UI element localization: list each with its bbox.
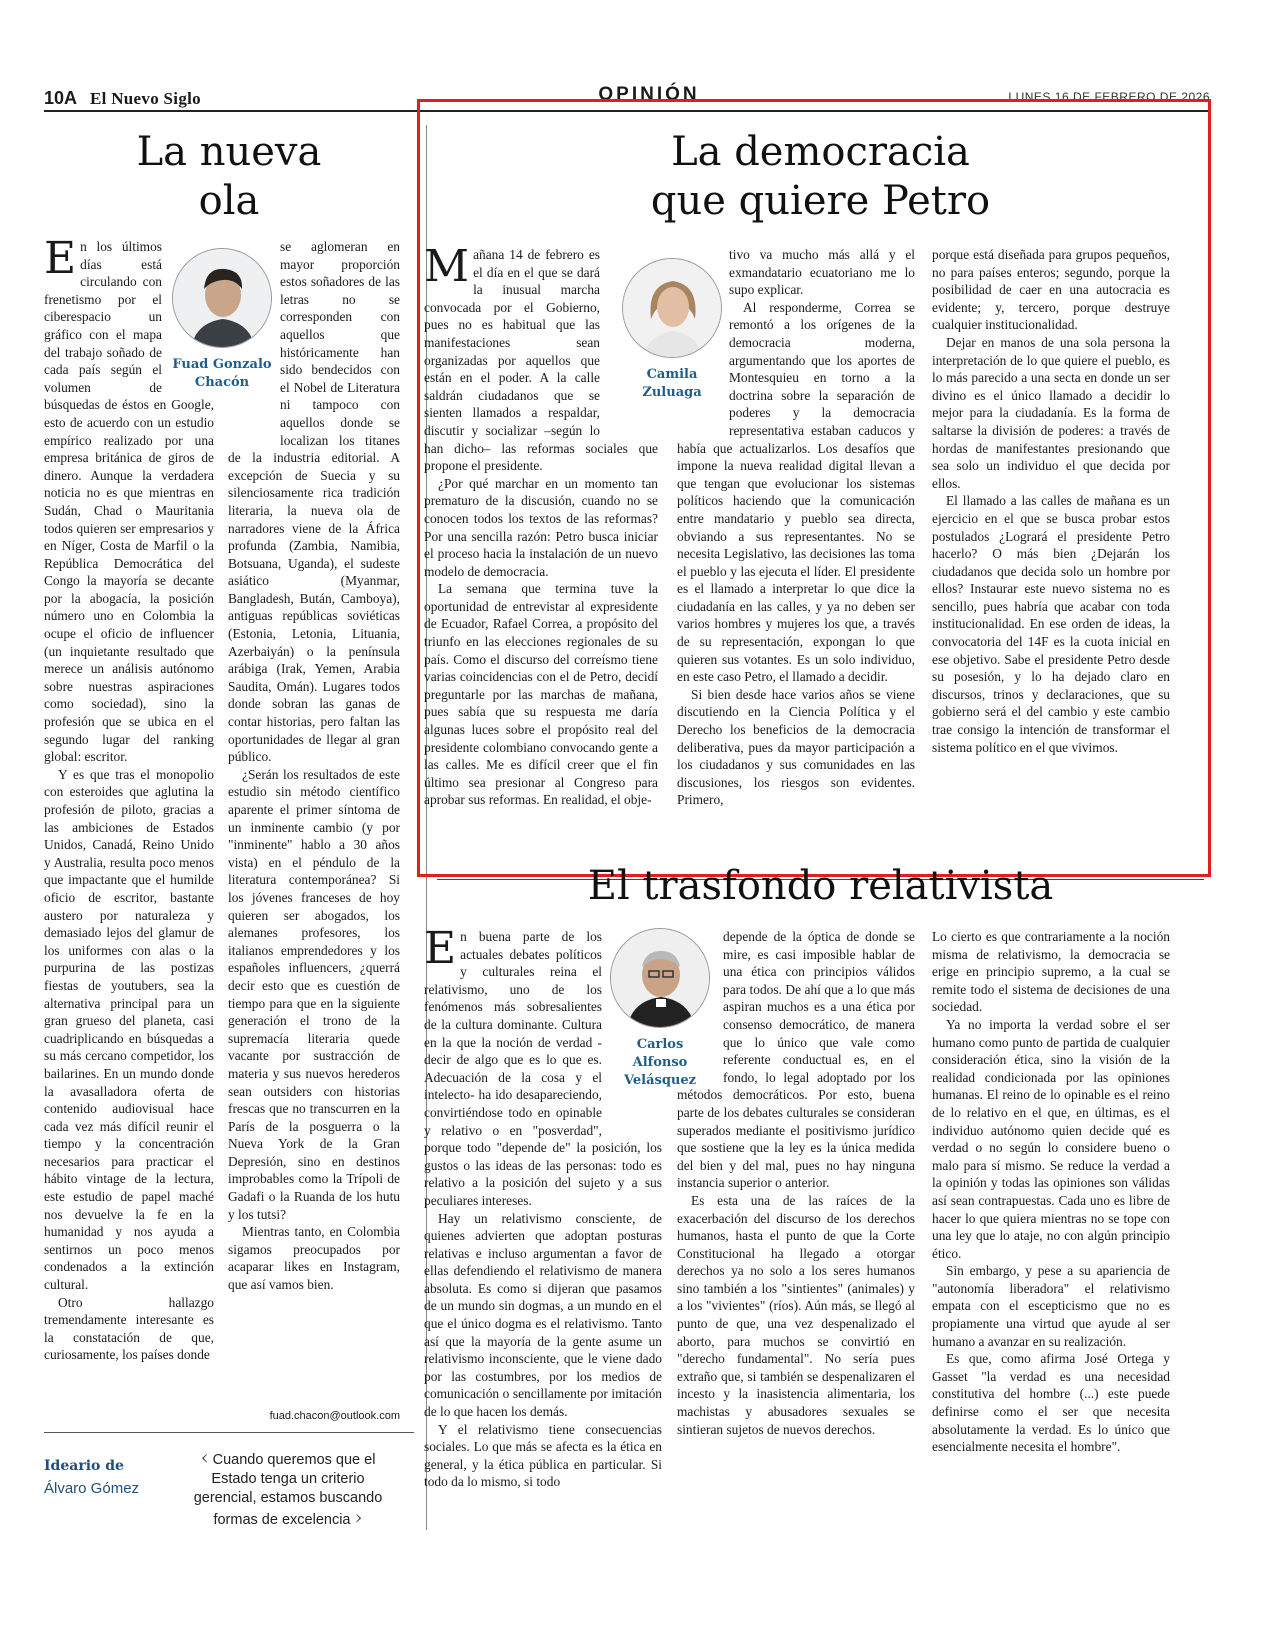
close-quote-icon: ›: [354, 1505, 363, 1529]
dropcap: E: [44, 238, 77, 284]
open-quote-icon: ‹: [200, 1445, 209, 1469]
article-3-paragraph-4: depende de la óptica de donde se mire, es casi imposible hablar de una ética con principios válidos para todos. De ahí que a lo que más aspiran muchos es a una ética por consenso democrático, de manera que lo único que vale como referente conductual es, en el fondo, lo legal adoptado por los métodos democráticos. Por esto, buena parte de los debates culturales se consideran superados mediante el positivismo jurídico que sostiene que la ley es la única medida del bien y del mal, pues no hay ninguna instancia superior o anterior.: [677, 929, 915, 1191]
article-3-paragraph-9: Es que, como afirma José Ortega y Gasset "la verdad es una necesidad constitutiva del hombre (...) este puede definirse como el ser que necesita absolutamente la verdad. Es lo único que esencialmente necesita el hombre".: [932, 1351, 1170, 1455]
article-2-paragraph-2: ¿Por qué marchar en un momento tan prematuro de la discusión, cuando no se conocen todos los textos de las reformas? Por una sencilla razón: Petro busca iniciar el proceso hacia la instalación de un nuevo modelo de democracia.: [424, 475, 658, 579]
article-3-paragraph-2: Hay un relativismo consciente, de quienes advierten que adoptan posturas relativas e incluso argumentan a favor de ellas defendiendo el relativismo de manera absoluta. Es como si dijeran que pasamos de un mundo sin dogmas, a un mundo en el que el único dogma es el relativismo. Tanto así que la mayoría de la gente asume un relativismo inconsciente, que le viene dado por las costumbres, por los medios de comunicación o sencillamente por imitación de lo que hacen los demás.: [424, 1210, 662, 1420]
article-3-paragraph-7: Ya no importa la verdad sobre el ser humano como punto de partida de cualquier consideración ética, sino la visión de la realidad condicionada por las opiniones humanas. El reino de lo opinable es el reino de lo relativo en el que, en últimas, es el individuo autónomo quien decide qué es verdad o no según lo considere bueno o malo para sí mismo. Se reduce la verdad a la opinión y todas las opiniones son válidas así sean contrapuestas. Cada uno es libre de hacer lo que quiera mientras no se tope con una ley que lo ataje, no con algún principio ético.: [932, 1016, 1170, 1261]
article-1-column-2: [228, 238, 400, 1402]
article-1-float-spacer: [162, 238, 214, 388]
author-name-line2: Alfonso: [632, 1055, 688, 1070]
ideario-rule: [44, 1432, 414, 1433]
article-2-column-2: [677, 246, 915, 826]
article-1-column-1: [44, 238, 214, 1408]
ideario-quote-text: Cuando queremos que el Estado tenga un criterio gerencial, estamos buscando formas de excelencia: [193, 1452, 383, 1528]
article-2-column-1: [424, 246, 658, 826]
article-1-headline: [44, 128, 414, 226]
article-1-headline-line2: ola: [198, 177, 260, 224]
article-2-headline: [437, 128, 1204, 226]
issue-date: LUNES 16 DE FEBRERO DE 2026: [1008, 90, 1210, 104]
article-2-paragraph-5: Al responderme, Correa se remontó a los orígenes de la democracia moderna, argumentando que los aportes de Montesquieu en torno a la doctrina sobre la separación de poderes y la democracia representativa estaban caducos y había que actualizarlos. Los desafíos que impone la nueva realidad digital llevan a que tengan que evolucionar los sistemas políticos haciendo que la comunicación entre mandatario y pueblo sea directa, obviando a sus representantes. No se necesita Legislativo, las decisiones las toma el pueblo y las ejecuta el líder. El presidente es el llamado a interpretar lo que dice la ciudadanía en las calles, y ya no deben ser varios hombres y mujeres los que, a través de su representación, expongan lo que quieren sus votantes. Es un solo individuo, en este caso Petro, el llamado a decidir.: [677, 299, 915, 685]
author-email: fuad.chacon@outlook.com: [269, 1410, 400, 1422]
article-3-paragraph-6: Lo cierto es que contrariamente a la noción misma de relativismo, la democracia se erige en principio supremo, a la cual se remite todo el sistema de decisiones de una sociedad.: [932, 929, 1170, 1015]
dropcap: E: [424, 928, 457, 974]
article-3-float-spacer: [602, 928, 662, 1124]
article-1-paragraph-4: se aglomeran en mayor proporción estos soñadores de las letras no se corresponden con aquellos que históricamente han sido bendecidos con el Nobel de Literatura ni tampoco con aquellos donde se localizan los titanes de la industria editorial. A excepción de Suecia y su silenciosamente rica tradición literaria, la nueva ola de narradores viene de la África profunda (Zambia, Namibia, Botsuana, Uganda), el sudeste asiático (Myanmar, Bangladesh, Bután, Camboya), antiguas repúblicas soviéticas (Estonia, Letonia, Lituania, Azerbaiyán) o la península arábiga (Irak, Yemen, Arabia Saudita, Omán). Lugares todos donde sobran las ganas de contar historias, pero faltan las oportunidades de llegar al gran público.: [228, 239, 400, 765]
article-2-headline-line1: La democracia: [671, 129, 970, 175]
article-1-paragraph-5: ¿Serán los resultados de este estudio sin método científico aparente el primer síntoma de un inminente cambio (y por "inminente" hablo a 30 años vista) en el péndulo de la literatura contemporánea? Si los jóvenes franceses de hoy quieren ser abogados, los alemanes profesores, los italianos emprendedores y los españoles influencers, ¿querrá decir esto que es cuestión de tiempo para que en la siguiente generación el trono de la supremacía literaria quede vacante por sustracción de materia y sus nuevos herederos sean outsiders con historias frescas que no transcurren en la París de la posguerra o la Nueva York de la Gran Depresión, sino en destinos improbables como la Trípoli de Gadafi o la Ruanda de los hutu y los tutsi?: [228, 766, 400, 1222]
article-2-paragraph-6: Si bien desde hace varios años se viene discutiendo en la Ciencia Política y el Derecho los beneficios de la democracia deliberativa, pues da mayor participación a los ciudadanos y sus comunidades en las discusiones, los riesgos son evidentes. Primero,: [677, 686, 915, 808]
article-3-column-1: [424, 928, 662, 1528]
article-1-float-spacer-2: [228, 238, 280, 434]
article-2-paragraph-1-text: añana 14 de febrero es el día en el que se dará la inusual marcha convocada por el Gobierno, pues no es habitual que las manifestaciones sean organizadas por aquellos que están en el poder. A la calle saldrán ciudadanos que se sienten llamados a respaldar, discutir y socializar –según lo han dicho– las reformas sociales que propone el presidente.: [424, 247, 658, 474]
article-2-paragraph-4: tivo va mucho más allá y el exmandatario ecuatoriano me lo supo explicar.: [729, 247, 915, 298]
article-1-paragraph-3: Otro hallazgo tremendamente interesante es la constatación de que, curiosamente, los países donde: [44, 1294, 214, 1363]
article-3-paragraph-3: Y el relativismo tiene consecuencias sociales. Lo que más se afecta es la ética en general, y la ética pública en particular. Si todo da lo mismo, si todo: [424, 1421, 662, 1490]
author-name-line1: Carlos: [636, 1037, 684, 1052]
author-name-line2: Chacón: [194, 375, 250, 390]
dropcap: M: [424, 246, 470, 292]
article-2-paragraph-7: porque está diseñada para grupos pequeños, no para países enteros; segundo, porque la posibilidad de caer en una autocracia es evidente; y, tercero, porque destruye cualquier institucionalidad.: [932, 247, 1170, 333]
ideario-label: Ideario de: [44, 1458, 124, 1474]
article-2-float-spacer-2: [677, 246, 729, 430]
article-2-paragraph-8: Dejar en manos de una sola persona la interpretación de lo que quiere el pueblo, es lo más parecido a una secta en donde un ser divino es el único llamado a decidir lo mejor para la ciudadanía. Es la forma de saltarse la división de poderes: a través de hordas de manifestantes presionando que sea solo un individuo el que decida por ellos.: [932, 334, 1170, 491]
article-3-headline: El trasfondo relativista: [587, 863, 1054, 909]
article-1-paragraph-2: Y es que tras el monopolio con esteroides que aglutina la profesión de piloto, gracias a las ambiciones de Estados Unidos, Canadá, Reino Unido y Australia, resulta poco menos que impactante que el humilde oficio de escritor, bastante austero por naturaleza y demasiado lejos del glamur de los uniformes con alas o la purpurina de las postizas fiestas de youtubers, sea la alternativa principal para un gran grueso del planeta, casi cuadriplicando en búsquedas a su más cercano competidor, los bailarines. En un mundo donde la avasalladora oferta de contenido audiovisual hace cada vez más difícil reunir el tiempo y la concentración necesarios para practicar el hábito vintage de la lectura, este estudio de papel maché nos devuelve la fe en la humanidad y nos ayuda a sentirnos un poco menos condenados a la extinción cultural.: [44, 766, 214, 1293]
article-3-column-2: [677, 928, 915, 1528]
ideario-author: Álvaro Gómez: [44, 1480, 140, 1497]
author-name-line2: Zuluaga: [642, 385, 702, 400]
article-2-paragraph-9: El llamado a las calles de mañana es un ejercicio en el que se busca probar estos postulados ¿Logrará el presidente Petro hacerlo? O más bien ¿Dejarán los ciudadanos que decida solo un hombre por ellos? Instaurar este nuevo sistema no es sencillo, pues habría que acabar con toda institucionalidad. En ese orden de ideas, la convocatoria del 14F es la cuota inicial en ese objetivo. Sabe el presidente Petro desde su posesión, y lo ha dejado claro en discursos, trinos y declaraciones, que su gobierno será el del cambio y este cambio trae consigo la intención de transformar el sistema político en el que vivimos.: [932, 493, 1170, 755]
author-name-line1: Camila: [646, 367, 698, 382]
section-title: OPINIÓN: [598, 84, 700, 105]
article-1-paragraph-6: Mientras tanto, en Colombia sigamos preocupados por acaparar likes en Instagram, que así vamos bien.: [228, 1224, 400, 1293]
author-name-line3: Velásquez: [623, 1073, 697, 1088]
article-1-paragraph-1-text: n los últimos días está circulando con frenetismo por el ciberespacio un gráfico con el mapa del trabajo soñado de cada país según el volumen de búsquedas de éstos en Google, esto de acuerdo con un estudio empírico realizado por una empresa británica de giros de dinero. Aunque la verdadera noticia no es que mientras en Sudán, Chad o Mauritania todos quieren ser empresarios y en Níger, Costa de Marfil o la República Democrática del Congo la mayoría se decante por la abogacía, la posición número uno en Colombia la ocupe el oficio de influencer (un inquietante resultado que merece un análisis autónomo sobre nuestras aspiraciones como sociedad), sino la profesión que se ubica en el segundo lugar del ranking global: escritor.: [44, 239, 214, 765]
article-2-paragraph-3: La semana que termina tuve la oportunidad de entrevistar al expresidente de Ecuador, Rafael Correa, a propósito del triunfo en las elecciones regionales de su país. Como el discurso del correísmo tiene varias coincidencias con el de Petro, decidí preguntarle por las marchas de mañana, pues sabía que su respuesta me daría algunas luces sobre el propósito real del presidente colombiano convocando gente a las calles. Me es difícil creer que el fin último sea presionar al Congreso para aprobar sus reformas. En realidad, el obje-: [424, 581, 658, 808]
newspaper-name: El Nuevo Siglo: [90, 89, 201, 108]
page-number: 10A: [44, 88, 78, 108]
article-3-paragraph-5: Es esta una de las raíces de la exacerbación del discurso de los derechos humanos, hasta el punto de que la Corte Constitucional ha llegado a otorgar derechos ya no solo a los seres humanos sino también a los "sintientes" (animales) y a los "vivientes" (ríos). Aún más, se llegó al punto de que, una vez despenalizado el aborto, para muchos se convirtió en "derecho fundamental". No sería pues extraño que, si también se despenalizaren el incesto y la inasistencia alimentaria, los machistas y abusadores sexuales se sintieran sujetos de nuevos derechos.: [677, 1192, 915, 1437]
article-3-column-3: [932, 928, 1170, 1528]
ideario-quote: [178, 1445, 398, 1530]
article-2-float-spacer: [600, 246, 658, 436]
article-2-column-3: [932, 246, 1170, 826]
article-2-headline-line2: que quiere Petro: [650, 177, 991, 224]
article-1-headline-line1: La nueva: [136, 129, 322, 175]
author-name-line1: Fuad Gonzalo: [172, 357, 272, 372]
article-3-paragraph-8: Sin embargo, y pese a su apariencia de "autonomía liberadora" el relativismo empata con el escepticismo que no es propiamente una virtud que ayude al ser humano a avanzar en su realización.: [932, 1263, 1170, 1349]
article-3-paragraph-1-text: n buena parte de los actuales debates políticos y culturales reina el relativismo, uno de los fenómenos más sobresalientes de la cultura dominante. Cultura en la que la noción de verdad -decir de algo que es lo que es. Adecuación de la cosa y el intelecto- ha ido desapareciendo, convirtiéndose todo en opinable y relativo o en "posverdad", porque todo "depende de" la posición, los gustos o las ideas de las personas: todo es relativo a la posición del sujeto y a sus peculiares intereses.: [424, 929, 662, 1208]
article-3-float-spacer-2: [677, 928, 723, 1084]
